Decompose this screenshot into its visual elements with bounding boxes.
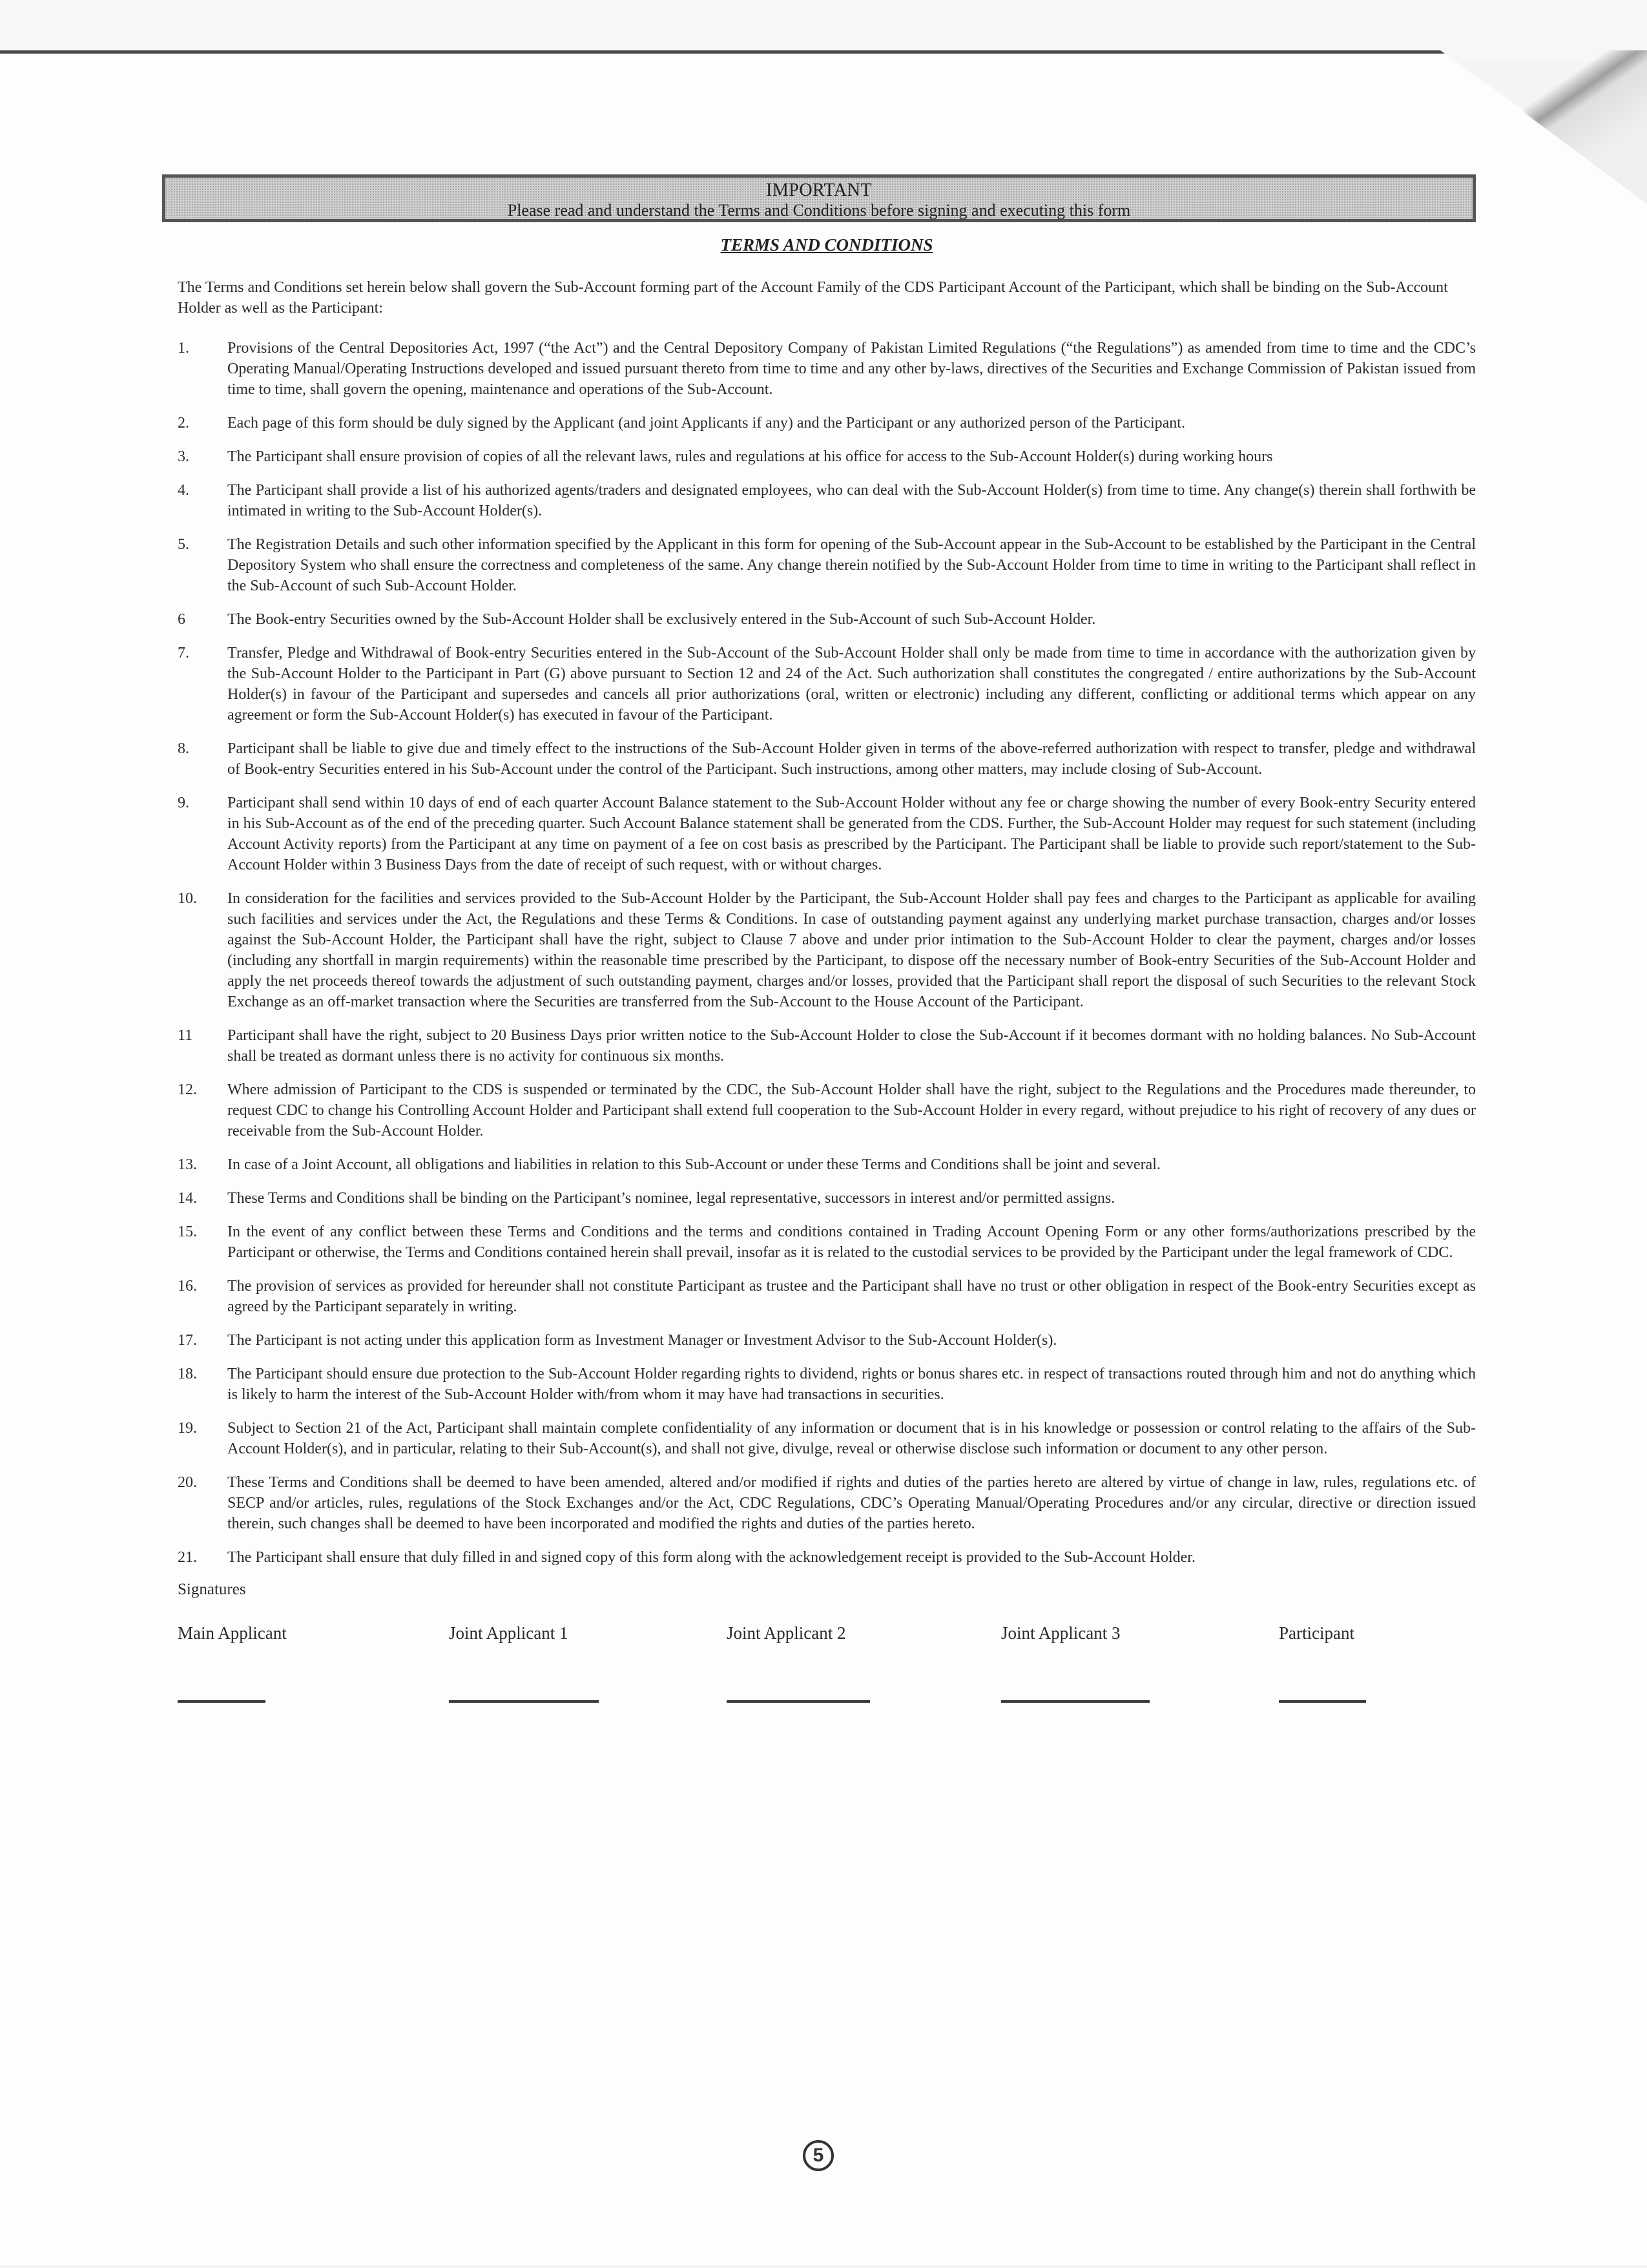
signature-party-label: Participant <box>1279 1623 1354 1643</box>
clause-number: 15. <box>178 1223 197 1240</box>
clause-text: These Terms and Conditions shall be binding on the Participant’s nominee, legal representative, successors in interest and/or permitted assigns. <box>227 1190 1115 1207</box>
clause-number: 17. <box>178 1332 197 1349</box>
clause-text: In consideration for the facilities and services provided to the Sub-Account Holder by the Participant, the Sub-Account Holder shall pay fees and charges to the Participant as applicable for availing such facilities and services under the Act, the Regulations and these Terms & Conditions. In case of outstanding payment against any underlying market purchase transaction, charges and/or losses against the Sub-Account Holder, the Participant shall have the right, subject to Clause 7 above and under prior intimation to the Sub-Account Holder to clear the payment, charges and/or losses (including any shortfall in margin requirements) within the reasonable time prescribed by the Participant, to dispose off the necessary number of Book-entry Securities of the Sub-Account Holder and apply the net proceeds thereof towards the adjustment of such outstanding payment, charges and/or losses, provided that the Participant shall report the disposal of such Securities to the relevant Stock Exchange as an off-market transaction where the Securities are transferred from the Sub-Account to the House Account of the Participant. <box>227 890 1476 1010</box>
clause-item <box>178 413 1476 433</box>
signature-line[interactable] <box>1279 1700 1366 1703</box>
clause-number: 14. <box>178 1190 197 1207</box>
clause-number: 2. <box>178 415 189 432</box>
clause-number: 11 <box>178 1027 193 1044</box>
clause-text: Participant shall send within 10 days of end of each quarter Account Balance statement to the Sub-Account Holder without any fee or charge showing the number of every Book-entry Security entered in his Sub-Account as of the end of the preceding quarter. Such Account Balance statement shall be generated from the CDS. Further, the Sub-Account Holder may request for such statement (including Account Activity reports) from the Participant at any time on payment of a fee on cost basis as prescribed by the Participant. The Participant shall be liable to provide such report/statement to the Sub-Account Holder within 3 Business Days from the date of receipt of such request, with or without charges. <box>227 795 1476 873</box>
clause-item <box>178 609 1476 630</box>
clause-text: Subject to Section 21 of the Act, Participant shall maintain complete confidentiality of any information or document that is in his knowledge or possession or control relating to the affairs of the Sub-Account Holder(s), and in particular, relating to their Sub-Account(s), and shall not give, divulge, reveal or otherwise disclose such information or document to any other person. <box>227 1420 1476 1457</box>
clause-number: 7. <box>178 645 189 661</box>
important-title: IMPORTANT <box>766 180 872 200</box>
clause-item <box>178 1330 1476 1351</box>
page-number-badge: 5 <box>803 2140 834 2171</box>
signature-joint-applicant-2 <box>727 1623 1001 1703</box>
clause-item <box>178 1418 1476 1459</box>
clause-item <box>178 1025 1476 1066</box>
signature-line[interactable] <box>1001 1700 1150 1703</box>
clause-item <box>178 338 1476 400</box>
clause-item <box>178 446 1476 467</box>
clause-number: 12. <box>178 1081 197 1098</box>
clause-text: Provisions of the Central Depositories Act, 1997 (“the Act”) and the Central Depository Company of Pakistan Limited Regulations (“the Regulations”) as amended from time to time and the CDC’s Operating Manual/Operating Instructions developed and issued pursuant thereto from time to time and any other by-laws, directives of the Securities and Exchange Commission of Pakistan issued from time to time, shall govern the opening, maintenance and operations of the Sub-Account. <box>227 340 1476 398</box>
clause-number: 1. <box>178 340 189 357</box>
clause-item <box>178 1154 1476 1175</box>
signature-party-label: Joint Applicant 3 <box>1001 1623 1121 1643</box>
clause-item <box>178 1188 1476 1209</box>
clause-item <box>178 480 1476 521</box>
signature-line[interactable] <box>727 1700 870 1703</box>
signature-party-label: Joint Applicant 2 <box>727 1623 846 1643</box>
signature-joint-applicant-1 <box>449 1623 727 1703</box>
clause-item <box>178 793 1476 875</box>
clause-item <box>178 643 1476 725</box>
clause-item <box>178 1364 1476 1405</box>
clause-number: 19. <box>178 1420 197 1437</box>
signature-party-label: Joint Applicant 1 <box>449 1623 568 1643</box>
clause-number: 16. <box>178 1278 197 1295</box>
clause-text: The Participant should ensure due protection to the Sub-Account Holder regarding rights to dividend, rights or bonus shares etc. in respect of transactions routed through him and not do anything which is likely to harm the interest of the Sub-Account Holder with/from whom it may have had transactions in securities. <box>227 1366 1476 1403</box>
clause-item <box>178 1547 1476 1568</box>
clause-text: The provision of services as provided for hereunder shall not constitute Participant as trustee and the Participant shall have no trust or other obligation in respect of the Book-entry Securities except as agreed by the Participant separately in writing. <box>227 1278 1476 1315</box>
clause-number: 9. <box>178 795 189 811</box>
terms-content <box>178 174 1476 1703</box>
clause-text: The Participant shall ensure provision of copies of all the relevant laws, rules and regulations at his office for access to the Sub-Account Holder(s) during working hours <box>227 448 1273 465</box>
clause-number: 8. <box>178 740 189 757</box>
clause-item <box>178 534 1476 596</box>
clause-item <box>178 738 1476 780</box>
clause-text: In case of a Joint Account, all obligations and liabilities in relation to this Sub-Account or under these Terms and Conditions shall be joint and several. <box>227 1156 1161 1173</box>
clause-text: Where admission of Participant to the CDS is suspended or terminated by the CDC, the Sub-Account Holder shall have the right, subject to the Regulations and the Procedures made thereunder, to request CDC to change his Controlling Account Holder and Participant shall extend full cooperation to the Sub-Account Holder in every regard, without prejudice to his right of recovery of any dues or receivable from the Sub-Account Holder. <box>227 1081 1476 1139</box>
clause-text: Participant shall have the right, subject to 20 Business Days prior written notice to the Sub-Account Holder to close the Sub-Account if it becomes dormant with no holding balances. No Sub-Account shall be treated as dormant unless there is no activity for continuous six months. <box>227 1027 1476 1065</box>
clause-number: 4. <box>178 482 189 499</box>
signature-party-label: Main Applicant <box>178 1623 287 1643</box>
signature-line[interactable] <box>178 1700 265 1703</box>
clause-number: 21. <box>178 1549 197 1566</box>
clause-text: The Book-entry Securities owned by the Sub-Account Holder shall be exclusively entered in the Sub-Account of such Sub-Account Holder. <box>227 611 1096 628</box>
signature-row <box>178 1623 1476 1703</box>
clause-text: The Registration Details and such other information specified by the Applicant in this form for opening of the Sub-Account appear in the Sub-Account to be established by the Participant in the Central Depository System who shall ensure the correctness and completeness of the same. Any change therein notified by the Sub-Account Holder from time to time in writing to the Participant shall reflect in the Sub-Account of such Sub-Account Holder. <box>227 536 1476 594</box>
important-notice-box <box>162 174 1476 222</box>
clause-number: 6 <box>178 611 185 628</box>
clause-item <box>178 1079 1476 1141</box>
clause-text: The Participant shall ensure that duly filled in and signed copy of this form along with the acknowledgement receipt is provided to the Sub-Account Holder. <box>227 1549 1196 1566</box>
clause-number: 10. <box>178 890 197 907</box>
clause-list <box>178 338 1476 1568</box>
clause-text: In the event of any conflict between these Terms and Conditions and the terms and conditions contained in Trading Account Opening Form or any other forms/authorizations prescribed by the Participant or otherwise, the Terms and Conditions contained herein shall prevail, insofar as it is related to the custodial services to be provided by the Participant under the legal framework of CDC. <box>227 1223 1476 1261</box>
clause-number: 3. <box>178 448 189 465</box>
clause-text: Each page of this form should be duly signed by the Applicant (and joint Applicants if any) and the Participant or any authorized person of the Participant. <box>227 415 1185 432</box>
signature-participant <box>1279 1623 1408 1703</box>
clause-text: These Terms and Conditions shall be deemed to have been amended, altered and/or modified if rights and duties of the parties hereto are altered by virtue of change in law, rules, regulations etc. of SECP and/or articles, rules, regulations of the Stock Exchanges and/or the Act, CDC Regulations, CDC’s Operating Manual/Operating Procedures and/or any circular, directive or direction issued therein, such changes shall be deemed to have been incorporated and modified the rights and duties of the parties hereto. <box>227 1474 1476 1532</box>
clause-item <box>178 888 1476 1012</box>
clause-item <box>178 1472 1476 1534</box>
signature-line[interactable] <box>449 1700 599 1703</box>
clause-text: The Participant is not acting under this application form as Investment Manager or Investment Advisor to the Sub-Account Holder(s). <box>227 1332 1057 1349</box>
terms-heading: TERMS AND CONDITIONS <box>720 235 933 255</box>
clause-number: 13. <box>178 1156 197 1173</box>
signature-joint-applicant-3 <box>1001 1623 1279 1703</box>
clause-item <box>178 1276 1476 1317</box>
clause-text: Participant shall be liable to give due and timely effect to the instructions of the Sub-Account Holder given in terms of the above-referred authorization with respect to transfer, pledge and withdrawal of Book-entry Securities entered in his Sub-Account under the control of the Participant. Such instructions, among other matters, may include closing of Sub-Account. <box>227 740 1476 778</box>
clause-number: 5. <box>178 536 189 553</box>
clause-item <box>178 1222 1476 1263</box>
clause-number: 20. <box>178 1474 197 1491</box>
important-subtitle: Please read and understand the Terms and Conditions before signing and executing this form <box>507 201 1131 220</box>
clause-number: 18. <box>178 1366 197 1382</box>
signature-main-applicant <box>178 1623 449 1703</box>
terms-intro: The Terms and Conditions set herein below shall govern the Sub-Account forming part of the Account Family of the CDS Participant Account of the Participant, which shall be binding on the Sub-Account Holder as well as the Participant: <box>178 279 1448 317</box>
clause-text: The Participant shall provide a list of his authorized agents/traders and designated employees, who can deal with the Sub-Account Holder(s) from time to time. Any change(s) therein shall forthwith be intimated in writing to the Sub-Account Holder(s). <box>227 482 1476 519</box>
signatures-label: Signatures <box>178 1581 246 1598</box>
clause-text: Transfer, Pledge and Withdrawal of Book-entry Securities entered in the Sub-Account of the Sub-Account Holder shall only be made from time to time in accordance with the authorization given by the Sub-Account Holder to the Participant in Part (G) above pursuant to Section 12 and 24 of the Act. Such authorization shall constitutes the congregated / entire authorizations by the Sub-Account Holder(s) in favour of the Participant and supersedes and cancels all prior authorizations (oral, written or electronic) including any different, conflicting or additional terms which appear on any agreement or form the Sub-Account Holder(s) has executed in favour of the Participant. <box>227 645 1476 723</box>
